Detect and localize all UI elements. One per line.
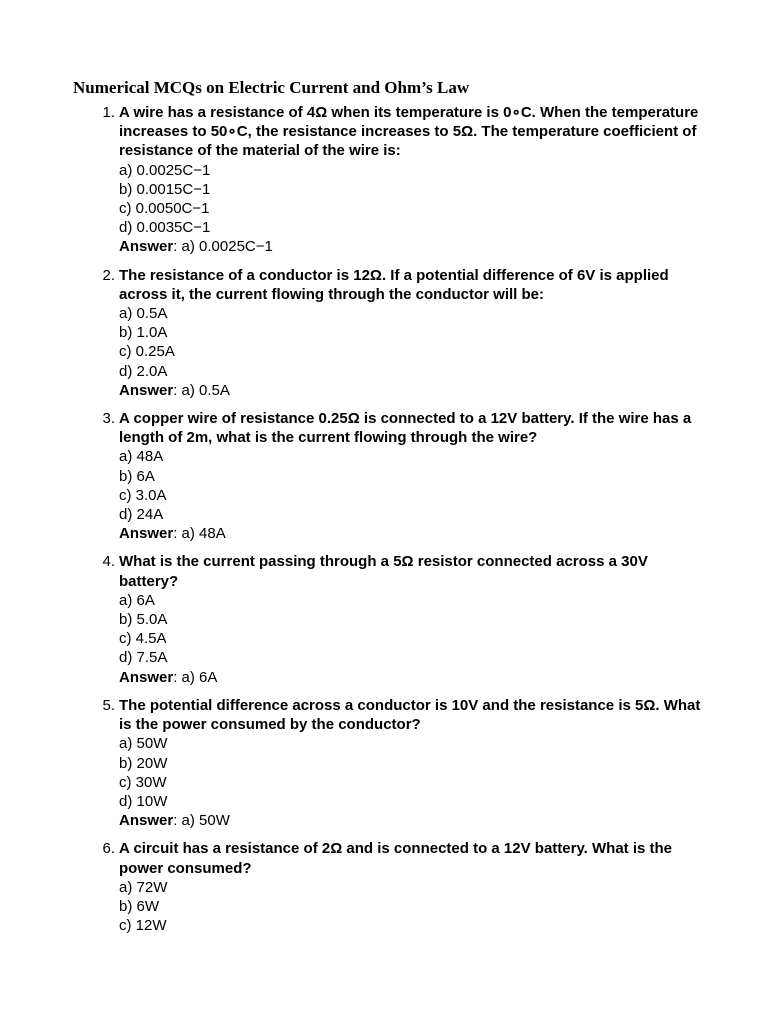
option-c: c) 0.0050C−1 bbox=[119, 200, 210, 218]
answer-label: Answer bbox=[119, 525, 174, 543]
option-a: a) 0.0025C−1 bbox=[119, 161, 211, 179]
option-c: c) 3.0A bbox=[119, 486, 167, 504]
question-item bbox=[102, 696, 705, 830]
answer-label: Answer bbox=[119, 238, 174, 256]
option-d: d) 2.0A bbox=[119, 362, 168, 380]
question-number: 1. bbox=[102, 104, 115, 121]
option-b: b) 6W bbox=[119, 897, 160, 915]
answer-value: : a) 50W bbox=[173, 812, 230, 830]
page-title: Numerical MCQs on Electric Current and Ohm’s Law bbox=[73, 78, 470, 97]
question-list bbox=[102, 103, 705, 944]
answer-options bbox=[119, 878, 705, 936]
option-d: d) 10W bbox=[119, 792, 168, 810]
answer-options bbox=[119, 304, 705, 381]
question-text: The potential difference across a conductor is 10V and the resistance is 5Ω. What is the power consumed by the conductor? bbox=[119, 696, 701, 734]
answer-line bbox=[119, 237, 705, 256]
option-d: d) 7.5A bbox=[119, 649, 168, 667]
question-number: 6. bbox=[102, 840, 115, 858]
option-b: b) 6A bbox=[119, 467, 155, 485]
answer-value: : a) 6A bbox=[173, 668, 218, 686]
option-c: c) 0.25A bbox=[119, 343, 175, 361]
question-item bbox=[102, 409, 705, 543]
option-a: a) 48A bbox=[119, 448, 164, 466]
answer-line bbox=[119, 811, 705, 830]
question-item bbox=[102, 552, 705, 686]
question-item bbox=[102, 103, 705, 257]
question-text: A wire has a resistance of 4Ω when its temperature is 0∘C. When the temperature increases to 50∘C, the resistance increases to 5Ω. The temperature coefficient of resistance of the material of the wire is: bbox=[119, 104, 699, 160]
question-item bbox=[102, 839, 705, 935]
option-c: c) 4.5A bbox=[119, 630, 167, 648]
option-b: b) 0.0015C−1 bbox=[119, 180, 211, 198]
question-text: A circuit has a resistance of 2Ω and is connected to a 12V battery. What is the power consumed? bbox=[119, 840, 673, 877]
option-d: d) 0.0035C−1 bbox=[119, 219, 211, 237]
answer-line bbox=[119, 381, 705, 400]
answer-label: Answer bbox=[119, 381, 174, 399]
answer-line bbox=[119, 668, 705, 687]
answer-value: : a) 0.5A bbox=[173, 381, 230, 399]
option-a: a) 0.5A bbox=[119, 305, 168, 323]
answer-value: : a) 0.0025C−1 bbox=[173, 238, 273, 256]
question-number: 5. bbox=[102, 696, 115, 714]
answer-options bbox=[119, 591, 705, 668]
answer-label: Answer bbox=[119, 812, 174, 830]
option-b: b) 5.0A bbox=[119, 611, 168, 629]
option-a: a) 50W bbox=[119, 735, 168, 753]
question-item bbox=[102, 266, 705, 400]
answer-line bbox=[119, 524, 705, 543]
option-b: b) 20W bbox=[119, 754, 168, 772]
answer-options bbox=[119, 161, 705, 238]
question-number: 4. bbox=[102, 553, 115, 571]
option-a: a) 6A bbox=[119, 591, 155, 609]
answer-options bbox=[119, 734, 705, 811]
answer-value: : a) 48A bbox=[173, 525, 226, 543]
question-text: The resistance of a conductor is 12Ω. If a potential difference of 6V is applied across it, the current flowing through the conductor will be: bbox=[119, 266, 669, 303]
question-number: 2. bbox=[102, 266, 115, 284]
question-text: What is the current passing through a 5Ω resistor connected across a 30V battery? bbox=[119, 553, 648, 590]
option-c: c) 12W bbox=[119, 917, 167, 935]
option-a: a) 72W bbox=[119, 878, 168, 896]
option-b: b) 1.0A bbox=[119, 324, 168, 342]
question-number: 3. bbox=[102, 410, 115, 428]
answer-label: Answer bbox=[119, 668, 174, 686]
option-c: c) 30W bbox=[119, 773, 167, 791]
question-text: A copper wire of resistance 0.25Ω is connected to a 12V battery. If the wire has a length of 2m, what is the current flowing through the wire? bbox=[119, 410, 692, 447]
option-d: d) 24A bbox=[119, 506, 164, 524]
answer-options bbox=[119, 447, 705, 524]
